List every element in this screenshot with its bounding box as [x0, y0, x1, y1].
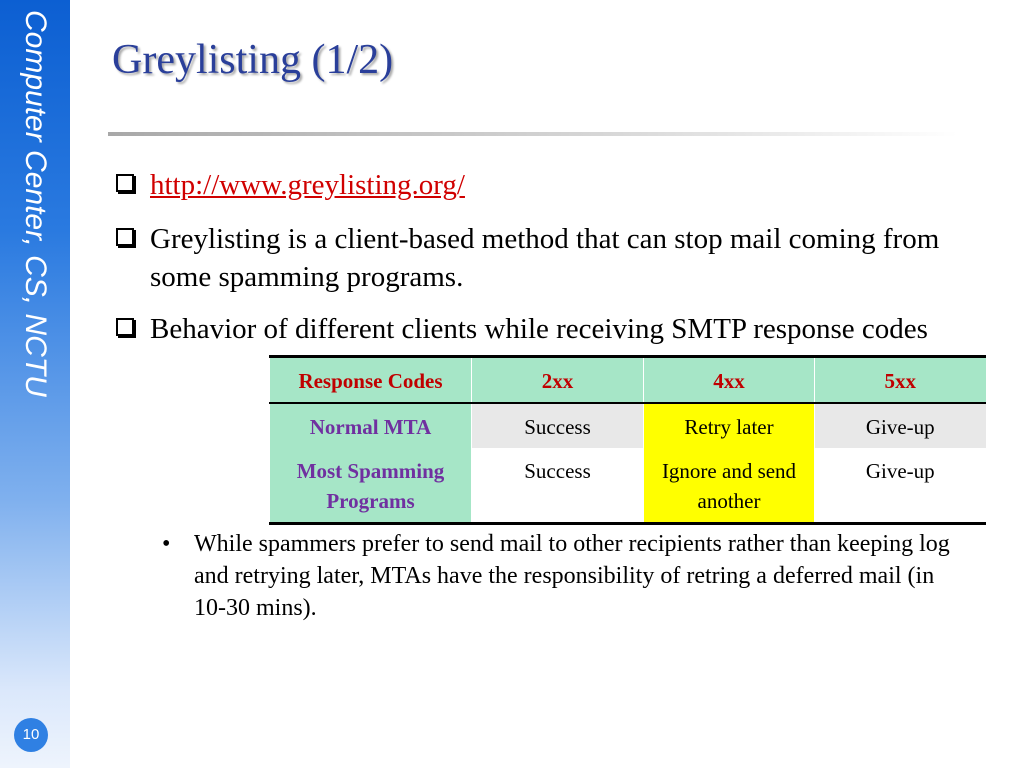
table-header-cell: 5xx [815, 357, 986, 404]
table-header-cell: 4xx [644, 357, 815, 404]
checkbox-bullet-icon [116, 318, 134, 336]
response-codes-table-container [269, 355, 985, 525]
slide-title: Greylisting (1/2) [112, 37, 394, 83]
checkbox-bullet-icon [116, 174, 134, 192]
greylisting-link[interactable]: http://www.greylisting.org/ [150, 169, 465, 201]
table-cell: Give-up [815, 448, 986, 524]
page-number: 10 [14, 718, 48, 752]
checkbox-bullet-icon [116, 228, 134, 246]
table-header-row [270, 357, 986, 404]
table-row [270, 448, 986, 524]
table-cell-highlighted: Retry later [644, 403, 815, 448]
bullet-text: Behavior of different clients while receiving SMTP response codes [150, 313, 928, 345]
response-codes-table [269, 355, 986, 525]
sub-bullet-text: While spammers prefer to send mail to other recipients rather than keeping log and retrying later, MTAs have the responsibility of retring a deferred mail (in 10-30 mins). [194, 531, 950, 621]
table-cell: Give-up [815, 403, 986, 448]
table-row-label: Most Spamming Programs [270, 448, 472, 524]
bullet-dot-icon: • [162, 531, 171, 557]
sub-bullet [162, 528, 962, 624]
table-cell: Success [472, 448, 644, 524]
bullet-definition [116, 220, 996, 296]
table-header-cell: 2xx [472, 357, 644, 404]
table-cell-highlighted: Ignore and send another [644, 448, 815, 524]
sidebar-label: Computer Center, CS, NCTU [19, 10, 52, 397]
table-row [270, 403, 986, 448]
title-divider [108, 132, 958, 136]
bullet-link [116, 166, 996, 204]
bullet-behavior [116, 310, 996, 348]
table-cell: Success [472, 403, 644, 448]
table-row-label: Normal MTA [270, 403, 472, 448]
table-header-cell: Response Codes [270, 357, 472, 404]
bullet-text: Greylisting is a client-based method that can stop mail coming from some spamming programs. [150, 223, 940, 293]
